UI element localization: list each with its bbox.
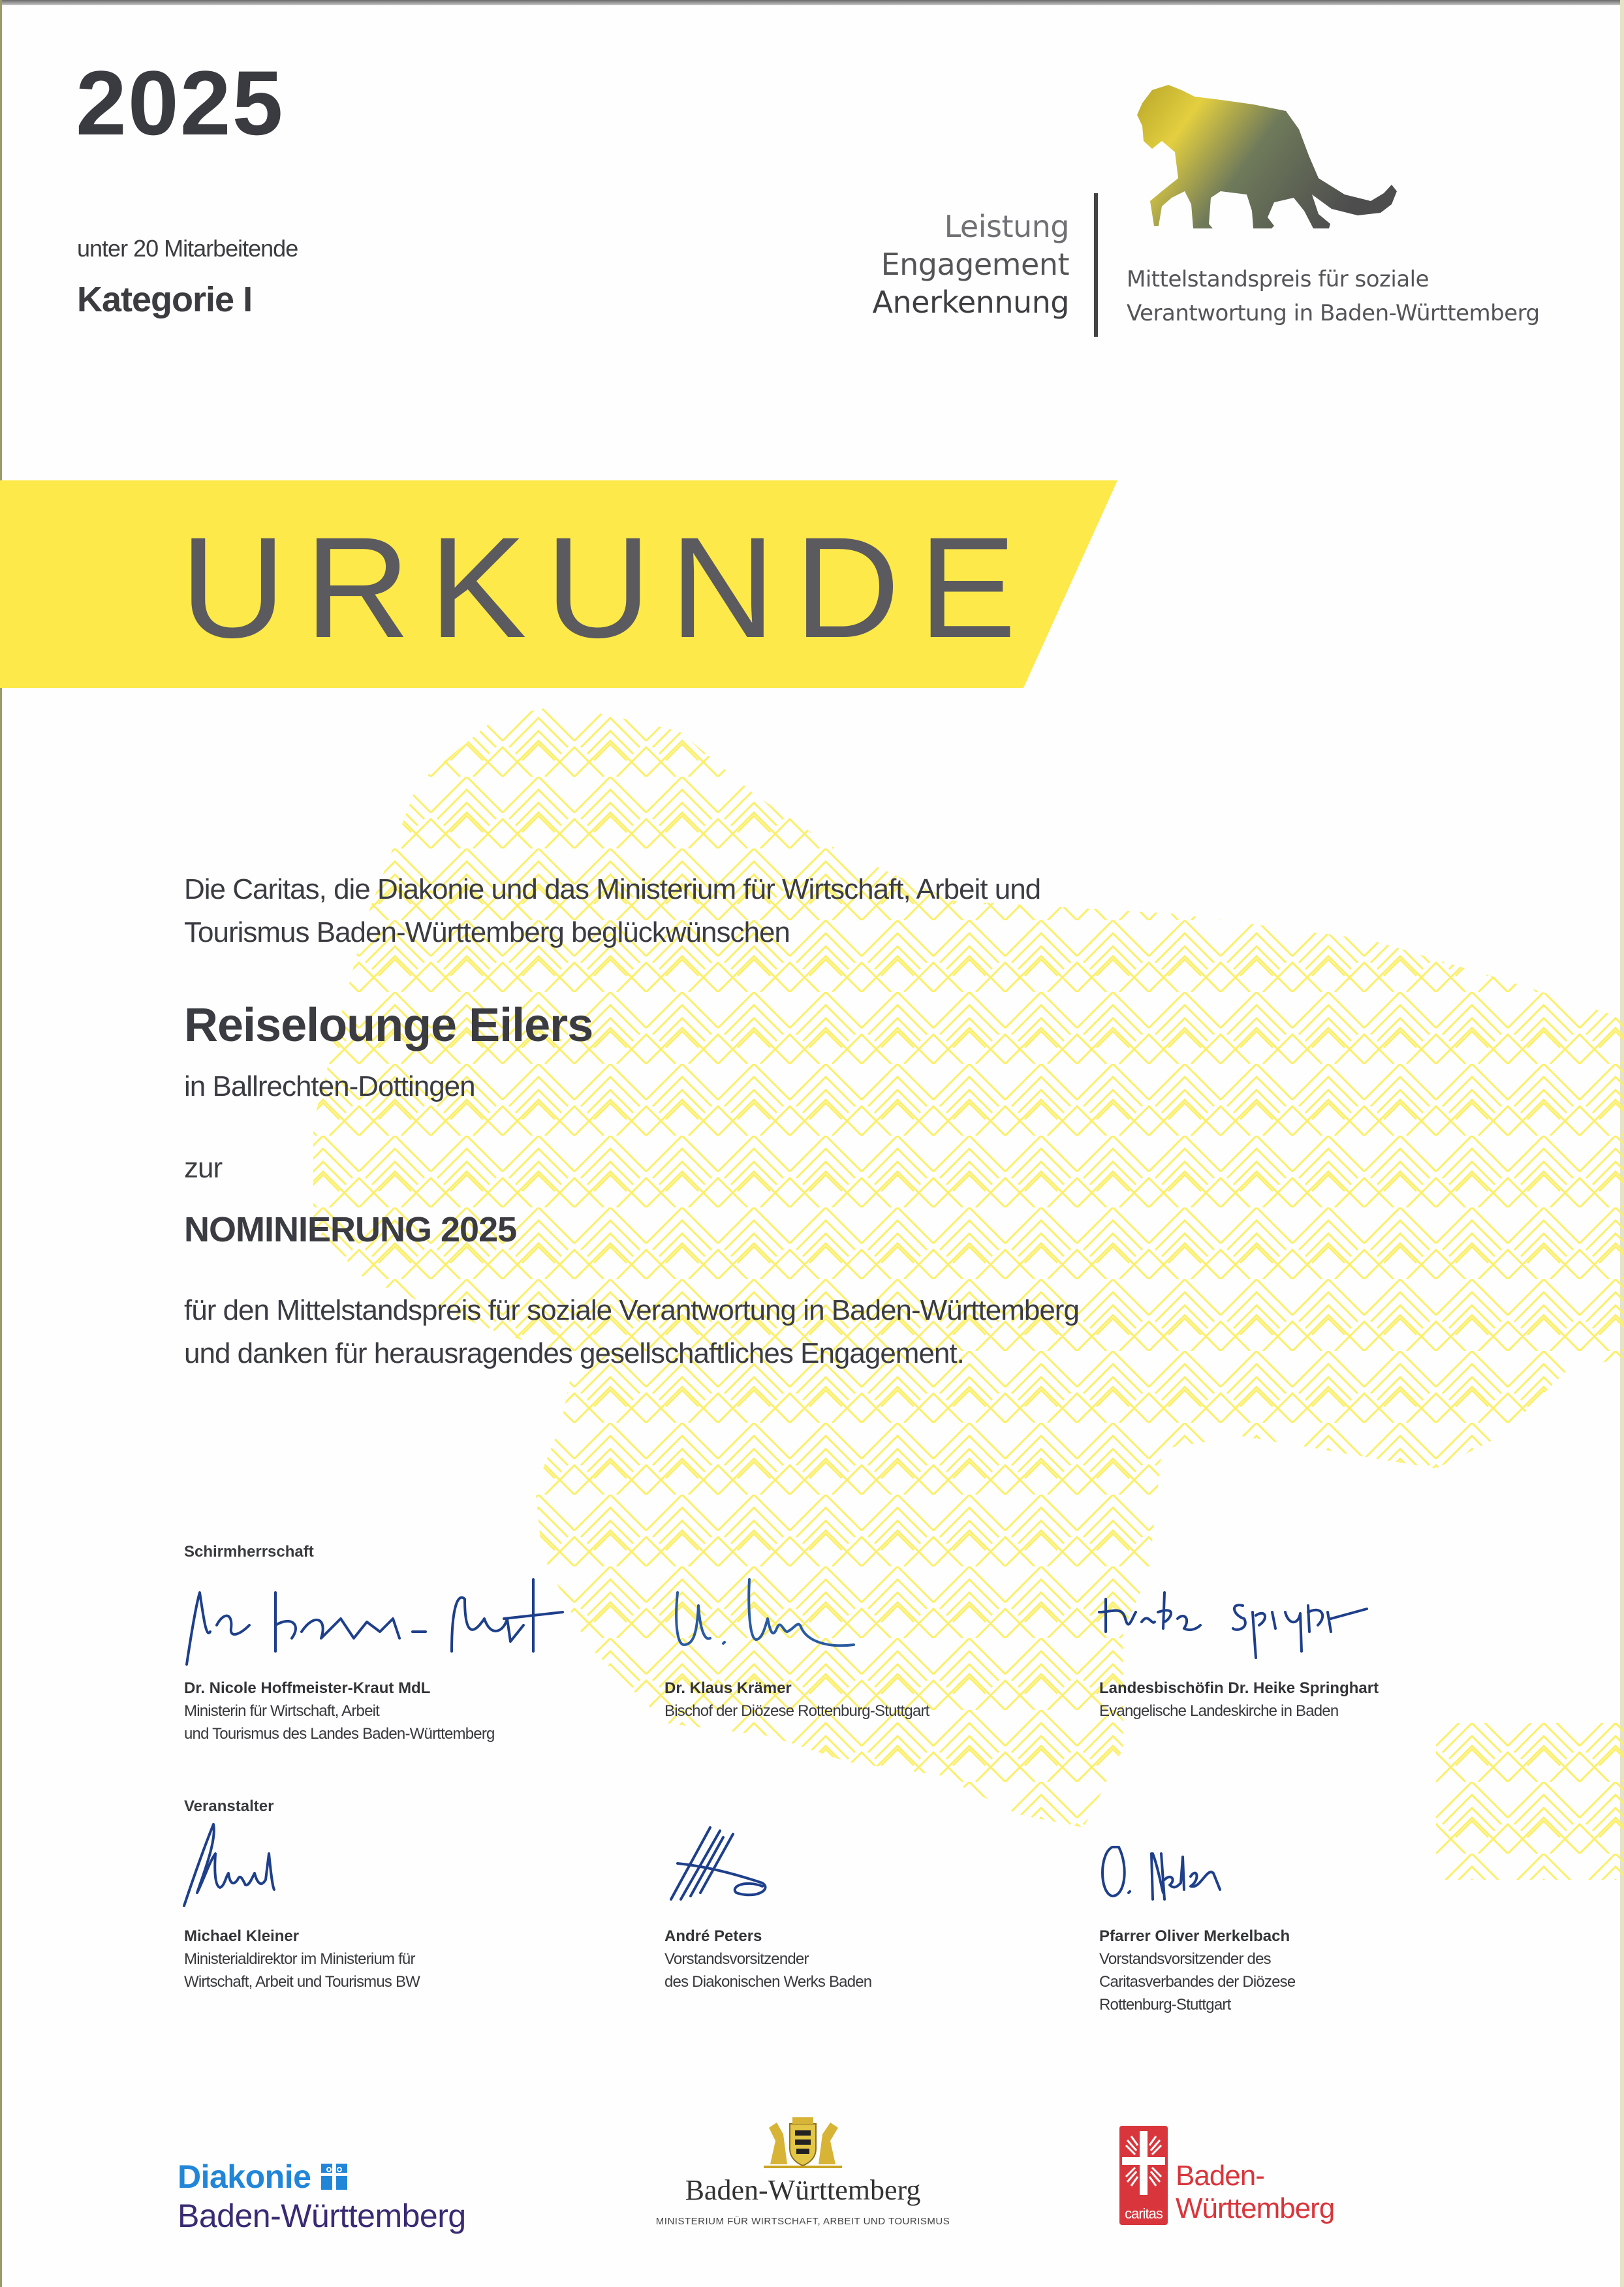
recipient-location: in Ballrechten-Dottingen (184, 1070, 475, 1102)
signatory-block (184, 1925, 589, 1993)
signature-icon (658, 1566, 1050, 1671)
caritas-region (1176, 2160, 1334, 2225)
caritas-logo (1119, 2126, 1334, 2225)
panther-icon (1123, 64, 1449, 234)
signature-icon (658, 1814, 1050, 1919)
closing-line: für den Mittelstandspreis für soziale Verantwortung in Baden-Württemberg (184, 1294, 1079, 1326)
award-name-line: Mittelstandspreis für soziale (1127, 266, 1429, 292)
signature-icon (1093, 1814, 1484, 1919)
category-subtitle: unter 20 Mitarbeitende (77, 235, 298, 262)
tagline-line: Engagement (881, 247, 1069, 282)
diakonie-name: Diakonie (178, 2158, 311, 2195)
caritas-region-line: Baden- (1176, 2160, 1264, 2192)
signatory-role: des Diakonischen Werks Baden (664, 1973, 872, 1991)
signatory-role: Ministerialdirektor im Ministerium für (184, 1950, 415, 1968)
signatory-role: Vorstandsvorsitzender (664, 1950, 809, 1968)
diakonie-cross-icon (321, 2164, 347, 2190)
signature-icon (1093, 1566, 1484, 1671)
signatory-role: Evangelische Landeskirche in Baden (1099, 1702, 1339, 1720)
caritas-label: caritas (1125, 2205, 1163, 2222)
connector-text: zur (184, 1152, 223, 1184)
year-heading: 2025 (76, 52, 285, 154)
tagline-line: Leistung (944, 209, 1069, 244)
signatory-name: Dr. Klaus Krämer (664, 1679, 792, 1697)
intro-line: Tourismus Baden-Württemberg beglückwünschen (184, 916, 790, 948)
caritas-cross-icon (1119, 2126, 1168, 2204)
diakonie-region: Baden-Württemberg (178, 2198, 466, 2234)
award-name (1127, 262, 1540, 330)
organizer-label: Veranstalter (184, 1797, 274, 1815)
closing-text (184, 1289, 1359, 1375)
signatory-name: Landesbischöfin Dr. Heike Springhart (1099, 1679, 1379, 1697)
signatory-role: Rottenburg-Stuttgart (1099, 1996, 1231, 2014)
category-label: Kategorie I (77, 280, 253, 319)
signatory-role: Ministerin für Wirtschaft, Arbeit (184, 1702, 380, 1720)
signatory-block (1099, 1677, 1504, 1722)
closing-line: und danken für herausragendes gesellschaftliches Engagement. (184, 1337, 964, 1369)
signatory-name: Michael Kleiner (184, 1927, 300, 1945)
signatory-block (664, 1677, 1069, 1722)
award-tagline (873, 208, 1069, 321)
signatory-role: Vorstandsvorsitzender des (1099, 1950, 1271, 1968)
intro-text (184, 868, 1294, 954)
page-edge-top (0, 0, 1624, 5)
certificate-title: URKUNDE (180, 507, 1035, 668)
signatory-block (1099, 1925, 1504, 2016)
coat-of-arms-icon (757, 2115, 849, 2170)
signatory-role: Wirtschaft, Arbeit und Tourismus BW (184, 1973, 420, 1991)
caritas-region-line: Württemberg (1176, 2192, 1335, 2224)
signature-icon (178, 1814, 569, 1919)
tagline-line: Anerkennung (872, 285, 1069, 320)
nomination-title: NOMINIERUNG 2025 (184, 1210, 517, 1249)
patronage-label: Schirmherrschaft (184, 1543, 314, 1561)
signatory-role: Caritasverbandes der Diözese (1099, 1973, 1296, 1991)
award-name-line: Verantwortung in Baden-Württemberg (1127, 300, 1540, 326)
caritas-badge (1119, 2126, 1168, 2225)
signatory-name: André Peters (664, 1927, 762, 1945)
ministry-subtitle: MINISTERIUM FÜR WIRTSCHAFT, ARBEIT UND TOURISMUS (655, 2216, 950, 2227)
signature-icon (178, 1566, 569, 1671)
signatory-name: Pfarrer Oliver Merkelbach (1099, 1927, 1290, 1945)
intro-line: Die Caritas, die Diakonie und das Ministerium für Wirtschaft, Arbeit und (184, 873, 1041, 905)
ministry-logo (627, 2115, 979, 2227)
ministry-state-name: Baden-Württemberg (685, 2174, 921, 2206)
signatory-name: Dr. Nicole Hoffmeister-Kraut MdL (184, 1679, 431, 1697)
diakonie-logo (178, 2158, 466, 2235)
logo-divider (1094, 193, 1098, 337)
recipient-company: Reiselounge Eilers (184, 999, 593, 1051)
signatory-role: Bischof der Diözese Rottenburg-Stuttgart (664, 1702, 929, 1720)
signatory-block (664, 1925, 1069, 1993)
signatory-block (184, 1677, 589, 1745)
signatory-role: und Tourismus des Landes Baden-Württemberg (184, 1725, 495, 1743)
